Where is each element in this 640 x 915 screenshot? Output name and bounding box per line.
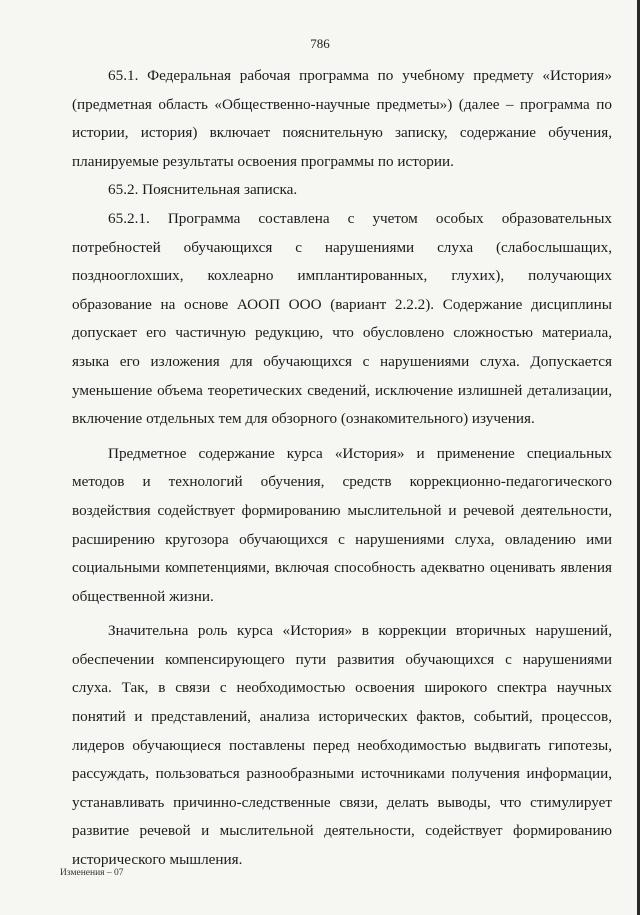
page-number: 786 — [310, 36, 330, 51]
document-body — [72, 62, 612, 875]
paragraph-course-role: Значительна роль курса «История» в коррекции вторичных нарушений, обеспечении компенсирующего пути развития обучающихся с нарушениями слуха. Так, в связи с необходимостью освоения широкого спектра научных понятий и представлений, анализа исторических фактов, событий, процессов, лидеров обучающиеся поставлены перед необходимостью выдвигать гипотезы, рассуждать, пользоваться разнообразными источниками получения информации, устанавливать причинно-следственные связи, делать выводы, что стимулирует развитие речевой и мыслительной деятельности, содействует формированию исторического мышления. — [72, 622, 612, 869]
footer-revision-note: Изменения – 07 — [60, 868, 124, 878]
paragraph-65-2: 65.2. Пояснительная записка. — [108, 181, 298, 199]
paragraph-65-2-1: 65.2.1. Программа составлена с учетом особых образовательных потребностей обучающихся с нарушениями слуха (слабослышащих, позднооглохших, кохлеарно имплантированных, глухих), получающих образование на основе АООП ООО (вариант 2.2.2). Содержание дисциплины допускает его частичную редукцию, что обусловлено сложностью материала, языка его изложения для обучающихся с нарушениями слуха. Допускается уменьшение объема теоретических сведений, исключение излишней детализации, включение отдельных тем для обзорного (ознакомительного) изучения. — [72, 209, 612, 428]
paragraph-65-1: 65.1. Федеральная рабочая программа по учебному предмету «История» (предметная область «Общественно-научные предметы») (далее – программа по истории, история) включает пояснительную записку, содержание обучения, планируемые результаты освоения программы по истории. — [72, 67, 612, 170]
paragraph-subject-content: Предметное содержание курса «История» и применение специальных методов и технологий обучения, средств коррекционно-педагогического воздействия содействует формированию мыслительной и речевой деятельности, расширению кругозора обучающихся с нарушениями слуха, овладению ими социальными компетенциями, включая способность адекватно оценивать явления общественной жизни. — [72, 444, 612, 605]
